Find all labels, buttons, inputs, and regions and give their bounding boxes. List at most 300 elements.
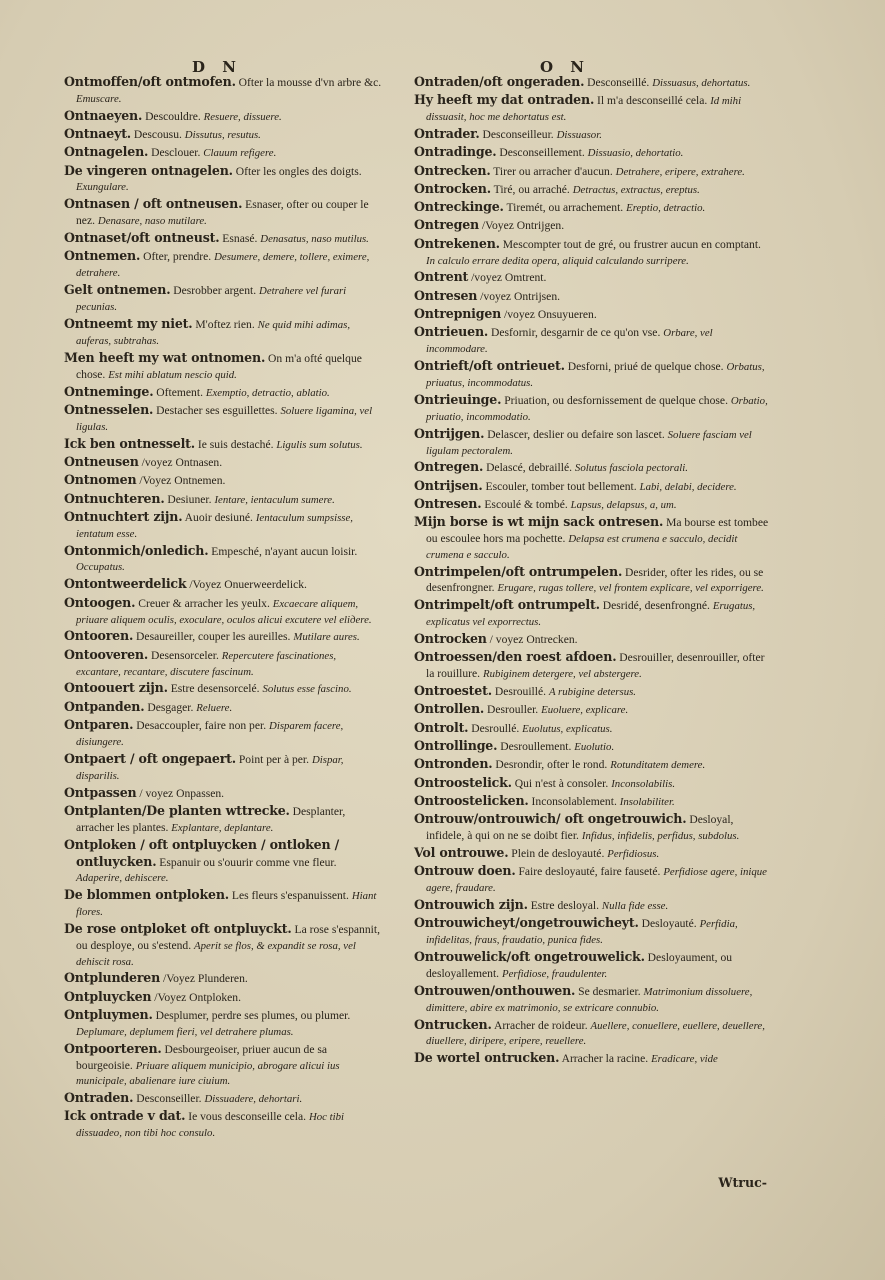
- dictionary-entry: [414, 199, 770, 216]
- french-gloss: /Voyez Plunderen.: [162, 972, 248, 986]
- latin-gloss: Auellere, conuellere, euellere, deuellere, diuellere, diripere, eripere, reuellere.: [426, 1019, 765, 1048]
- dictionary-entry: [64, 1090, 382, 1107]
- dictionary-entry: [414, 324, 770, 356]
- dictionary-entry: [414, 756, 770, 773]
- dictionary-entry: [64, 785, 382, 802]
- latin-gloss: Nulla fide esse.: [601, 899, 669, 912]
- french-gloss: Arracher de roideur.: [493, 1018, 588, 1032]
- dictionary-entry: [64, 751, 382, 783]
- dictionary-entry: [414, 392, 770, 424]
- french-gloss: Desrouiller, desenrouiller, ofter la rouillure.: [426, 651, 765, 681]
- latin-gloss: Soluere fasciam vel ligulam pectoralem.: [426, 428, 752, 457]
- french-gloss: /voyez Ontrijsen.: [480, 289, 561, 303]
- dictionary-entry: [414, 514, 770, 562]
- right-column: [414, 74, 770, 1069]
- dictionary-entry: [414, 92, 770, 124]
- headword: De wortel ontrucken.: [414, 1050, 560, 1066]
- french-gloss: Descousu.: [133, 128, 182, 142]
- french-gloss: Desroullement.: [500, 740, 572, 754]
- headword: Ontrecken.: [414, 162, 491, 178]
- latin-gloss: Occupatus.: [76, 561, 125, 574]
- headword: Ontnesselen.: [64, 401, 154, 417]
- dictionary-entry: [414, 358, 770, 390]
- headword: Ontplanten/De planten wttrecke.: [64, 802, 290, 818]
- latin-gloss: Denasare, naso mutilare.: [97, 215, 207, 228]
- headword: Hy heeft my dat ontraden.: [414, 92, 595, 108]
- french-gloss: M'oftez rien.: [195, 318, 255, 332]
- headword: Ontrouw doen.: [414, 863, 516, 879]
- dictionary-entry: [64, 108, 382, 125]
- headword: Ontnemen.: [64, 248, 141, 264]
- latin-gloss: Explantare, deplantare.: [171, 821, 274, 834]
- headword: Mijn borse is wt mijn sack ontresen.: [414, 514, 664, 530]
- headword: Ontnuchtert zijn.: [64, 508, 183, 524]
- dictionary-entry: [414, 897, 770, 914]
- french-gloss: Desplanter, arracher les plantes.: [76, 804, 346, 834]
- headword: Ontrieuinge.: [414, 391, 502, 407]
- headword: Ontnaeyt.: [64, 126, 131, 142]
- french-gloss: Desplumer, perdre ses plumes, ou plumer.: [155, 1009, 351, 1022]
- latin-gloss: Inconsolabilis.: [611, 777, 676, 790]
- dictionary-entry: [414, 269, 770, 286]
- french-gloss: La rose s'espannit, ou desployе, ou s'estend.: [76, 923, 380, 953]
- latin-gloss: Erugatus, explicatus vel exporrectus.: [426, 600, 756, 629]
- dictionary-entry: [64, 921, 382, 969]
- french-gloss: Empesché, n'ayant aucun loisir.: [211, 544, 358, 558]
- dictionary-entry: [64, 509, 382, 541]
- headword: Ontparen.: [64, 717, 134, 733]
- headword: Ontrieft/oft ontrieuet.: [414, 358, 565, 374]
- french-gloss: Ofter la mousse d'vn arbre &c.: [238, 76, 382, 89]
- latin-gloss: Reluere.: [196, 701, 233, 714]
- latin-gloss: Orbatio, priuatio, incommodatio.: [426, 394, 768, 423]
- headword: Ontneusen: [64, 453, 139, 469]
- latin-gloss: Soluere ligamina, vel ligulas.: [76, 404, 373, 433]
- latin-gloss: Perfidiose agere, inique agere, fraudare.: [426, 866, 767, 895]
- latin-gloss: Adaperire, dehiscere.: [76, 872, 169, 885]
- french-gloss: Mescompter tout de gré, ou frustrer aucun en comptant.: [502, 237, 761, 251]
- headword: Ontpassen: [64, 784, 137, 800]
- headword: Ontroostelick.: [414, 774, 512, 790]
- dictionary-entry: [64, 1041, 382, 1089]
- dictionary-entry: [64, 282, 382, 314]
- french-gloss: Desaccoupler, faire non per.: [136, 719, 267, 733]
- latin-gloss: Emuscare.: [76, 92, 122, 105]
- french-gloss: Creuer & arracher les yeulx.: [138, 596, 270, 610]
- dictionary-entry: [64, 454, 382, 471]
- headword: Ontrieuen.: [414, 324, 489, 340]
- headword: Men heeft my wat ontnomen.: [64, 349, 266, 365]
- french-gloss: Desroullé.: [471, 721, 520, 735]
- dictionary-entry: [64, 837, 382, 886]
- dictionary-entry: [414, 720, 770, 737]
- french-gloss: Desclouer.: [151, 146, 201, 160]
- headword: Ontrouw/ontrouwich/ oft ongetrouwich.: [414, 811, 687, 827]
- dictionary-entry: [64, 126, 382, 143]
- headword: Ontregen: [414, 217, 479, 233]
- latin-gloss: Delapsa est crumena e sacculo, decidit crumena e sacculo.: [426, 533, 738, 561]
- latin-gloss: Eradicare, vide: [651, 1053, 718, 1066]
- dictionary-entry: [64, 163, 382, 195]
- headword: Ontnagelen.: [64, 144, 149, 160]
- headword: Ontrucken.: [414, 1016, 492, 1032]
- dictionary-entry: [414, 845, 770, 862]
- french-gloss: Desloyaument, ou desloyallement.: [426, 951, 733, 980]
- dictionary-entry: [64, 316, 382, 348]
- headword: Ontroessen/den roest afdoen.: [414, 649, 617, 665]
- latin-gloss: Lapsus, delapsus, a, um.: [570, 498, 677, 511]
- dictionary-entry: [414, 126, 770, 143]
- latin-gloss: Detrahere vel furari pecunias.: [76, 285, 347, 314]
- headword: Ontnasen / oft ontneusen.: [64, 196, 243, 212]
- french-gloss: /Voyez Ontploken.: [154, 990, 242, 1004]
- dictionary-entry: [64, 699, 382, 716]
- dictionary-entry: [414, 144, 770, 161]
- latin-gloss: Erugare, rugas tollere, vel frontem explicare, vel exporrigere.: [497, 582, 764, 595]
- latin-gloss: Perfidia, infidelitas, fraus, fraudatio, punica fides.: [426, 918, 738, 947]
- french-gloss: Auoir desiuné.: [184, 510, 253, 524]
- french-gloss: Desrobber argent.: [173, 284, 257, 298]
- catchword: Wtruc-: [718, 1175, 767, 1190]
- latin-gloss: Desumere, demere, tollere, eximere, detrahere.: [76, 251, 370, 280]
- headword: Ontrouwicheyt/ongetrouwicheyt.: [414, 915, 639, 931]
- headword: Ontradinge.: [414, 144, 497, 160]
- latin-gloss: Ligulis sum solutus.: [276, 438, 363, 451]
- french-gloss: Espanuir ou s'ouurir comme vne fleur.: [159, 855, 337, 869]
- french-gloss: / voyez Onpassen.: [139, 786, 225, 800]
- dictionary-entry: [414, 306, 770, 323]
- headword: Ontrijgen.: [414, 425, 485, 441]
- headword: Ontpaert / oft ongepaert.: [64, 750, 236, 766]
- headword: Ontoogen.: [64, 594, 136, 610]
- latin-gloss: Deplumare, deplumem fieri, vel detrahere plumas.: [76, 1025, 294, 1038]
- latin-gloss: Matrimonium dissoluere, dimittere, abire ex matrimonio, se extricare connubio.: [426, 985, 753, 1014]
- dictionary-entry: [414, 949, 770, 981]
- dictionary-entry: [414, 426, 770, 458]
- french-gloss: Point per à per.: [238, 752, 310, 766]
- dictionary-entry: [414, 701, 770, 718]
- latin-gloss: Priuare aliquem municipio, abrogare alicui ius municipale, abalienare iure ciuium.: [76, 1059, 340, 1088]
- headword: Ontroestet.: [414, 683, 492, 699]
- headword: De blommen ontploken.: [64, 887, 229, 903]
- dictionary-entry: [414, 1017, 770, 1049]
- french-gloss: /voyez Omtrent.: [471, 271, 547, 285]
- french-gloss: Desbourgeoiser, priuer aucun de sa bourgeoisie.: [76, 1042, 328, 1072]
- latin-gloss: Dissuadere, dehortari.: [204, 1093, 303, 1106]
- dictionary-entry: [64, 384, 382, 401]
- headword: Ontnomen: [64, 472, 137, 488]
- latin-gloss: Ientare, ientaculum sumere.: [214, 493, 335, 506]
- dictionary-entry: [414, 564, 770, 596]
- french-gloss: Desridé, desenfrongné.: [602, 599, 710, 613]
- dictionary-entry: [64, 803, 382, 835]
- french-gloss: Delascé, debraillé.: [486, 461, 573, 475]
- dictionary-entry: [64, 1108, 382, 1140]
- dictionary-entry: [414, 983, 770, 1015]
- latin-gloss: Infidus, infidelis, perfidus, subdolus.: [581, 829, 740, 842]
- french-gloss: Estre desloyal.: [530, 898, 599, 912]
- latin-gloss: Euoluere, explicare.: [541, 704, 629, 717]
- french-gloss: Desrouller.: [487, 703, 539, 717]
- latin-gloss: Est mihi ablatum nescio quid.: [108, 368, 237, 381]
- french-gloss: Desfornir, desgarnir de ce qu'on vse.: [491, 326, 661, 340]
- french-gloss: Qui n'est à consoler.: [514, 776, 609, 790]
- dictionary-entry: [64, 576, 382, 593]
- french-gloss: Arracher la racine.: [561, 1052, 649, 1066]
- latin-gloss: Hoc tibi dissuadeo, non tibi hoc consulo.: [76, 1111, 345, 1140]
- french-gloss: Se desmarier.: [578, 984, 641, 998]
- french-gloss: Escouler, tomber tout bellement.: [485, 479, 637, 493]
- latin-gloss: Ereptio, detractio.: [626, 202, 706, 215]
- french-gloss: Ma bourse est tombee ou escoulee hors ma pochette.: [426, 516, 769, 546]
- latin-gloss: Perfidiose, fraudulenter.: [502, 967, 608, 980]
- headword: Ontrollen.: [414, 701, 485, 717]
- french-gloss: Ofter les ongles des doigts.: [235, 164, 362, 178]
- headword: Ontpoorteren.: [64, 1040, 162, 1056]
- latin-gloss: Denasatus, naso mutilus.: [260, 233, 369, 246]
- latin-gloss: A rubigine detersus.: [548, 686, 637, 699]
- headword: Ontooveren.: [64, 646, 149, 662]
- french-gloss: / voyez Ontrecken.: [489, 633, 578, 647]
- headword: Ontrepnigen: [414, 305, 502, 321]
- latin-gloss: Disparem facere, disiungere.: [76, 720, 344, 748]
- french-gloss: Estre desensorcelé.: [170, 682, 260, 696]
- latin-gloss: Dissuasor.: [556, 129, 602, 142]
- dictionary-entry: [64, 491, 382, 508]
- french-gloss: Desensorceler.: [150, 648, 219, 662]
- dictionary-entry: [64, 628, 382, 645]
- dictionary-entry: [414, 236, 770, 268]
- dictionary-entry: [414, 288, 770, 305]
- headword: Ontregen.: [414, 459, 484, 475]
- headword: Ontrocken: [414, 631, 487, 647]
- dictionary-entry: [414, 863, 770, 895]
- dictionary-entry: [414, 775, 770, 792]
- latin-gloss: Ne quid mihi adimas, auferas, subtrahas.: [76, 319, 351, 347]
- headword: Ontrocken.: [414, 180, 491, 196]
- french-gloss: Desrider, ofter les rides, ou se desenfrongner.: [426, 565, 764, 595]
- headword: De vingeren ontnagelen.: [64, 162, 233, 178]
- headword: Ick ben ontnesselt.: [64, 435, 195, 451]
- dictionary-entry: [414, 811, 770, 843]
- dictionary-entry: [64, 680, 382, 697]
- headword: Ontonmich/onledich.: [64, 542, 209, 558]
- french-gloss: Ie vous desconseille cela.: [188, 1110, 307, 1124]
- dictionary-entry: [64, 350, 382, 382]
- french-gloss: Destacher ses esguillettes.: [156, 403, 278, 417]
- dictionary-entry: [414, 1050, 770, 1067]
- dictionary-entry: [64, 248, 382, 280]
- french-gloss: Ofter, prendre.: [143, 250, 212, 264]
- headword: Ontooren.: [64, 628, 134, 644]
- latin-gloss: Mutilare aures.: [293, 631, 360, 644]
- latin-gloss: Exungulare.: [76, 181, 129, 194]
- latin-gloss: Excaecare aliquem, priuare aliquem oculis, exoculare, oculos alicui excutere vel eliдere.: [76, 597, 372, 626]
- latin-gloss: Detractus, extractus, ereptus.: [572, 183, 700, 196]
- headword: Ontrollinge.: [414, 738, 498, 754]
- dictionary-entry: [64, 647, 382, 679]
- latin-gloss: Clauum refigere.: [203, 147, 277, 160]
- dictionary-entry: [414, 163, 770, 180]
- headword: Ontnaeyen.: [64, 107, 143, 123]
- latin-gloss: Rubiginem detergere, vel abstergere.: [483, 668, 642, 681]
- latin-gloss: Ientaculum sumpsisse, ientatum esse.: [76, 511, 353, 540]
- headword: Ontrijsen.: [414, 477, 483, 493]
- french-gloss: Esnaser, ofter ou couper le nez.: [76, 198, 369, 228]
- headword: Ontrouwelick/oft ongetrouwelick.: [414, 949, 645, 964]
- french-gloss: Ie suis destaché.: [197, 437, 274, 451]
- latin-gloss: Insolabiliter.: [619, 795, 675, 808]
- french-gloss: Desforni, priué de quelque chose.: [567, 360, 724, 374]
- latin-gloss: Euolutus, explicatus.: [522, 722, 613, 735]
- dictionary-entry: [414, 738, 770, 755]
- headword: Ontrimpelen/oft ontrumpelen.: [414, 563, 623, 579]
- latin-gloss: Exemptio, detractio, ablatio.: [205, 386, 330, 399]
- french-gloss: Plein de desloyauté.: [511, 846, 605, 860]
- headword: Vol ontrouwe.: [414, 844, 509, 860]
- headword: Ontresen: [414, 287, 478, 303]
- headword: Ontplunderen: [64, 970, 161, 986]
- headword: Ontronden.: [414, 756, 493, 772]
- french-gloss: Tiré, ou arraché.: [493, 182, 570, 196]
- headword: Ick ontrade v dat.: [64, 1108, 186, 1124]
- headword: Ontreckinge.: [414, 199, 504, 215]
- dictionary-entry: [64, 472, 382, 489]
- french-gloss: Oftement.: [156, 385, 203, 399]
- latin-gloss: Repercutere fascinationes, excantare, recantare, discutere fascinum.: [76, 649, 337, 678]
- dictionary-entry: [64, 989, 382, 1006]
- dictionary-entry: [64, 144, 382, 161]
- french-gloss: On m'a ofté quelque chose.: [76, 351, 362, 381]
- left-column: [64, 74, 382, 1142]
- latin-gloss: Dispar, disparilis.: [76, 753, 344, 782]
- dictionary-entry: [414, 478, 770, 495]
- headword: Ontrekenen.: [414, 235, 500, 251]
- dictionary-entry: [414, 459, 770, 476]
- dictionary-entry: [414, 649, 770, 681]
- french-gloss: Desconseiller.: [136, 1092, 202, 1106]
- dictionary-entry: [64, 402, 382, 434]
- dictionary-entry: [414, 74, 770, 91]
- latin-gloss: Solutus esse fascino.: [262, 683, 352, 696]
- french-gloss: Tirer ou arracher d'aucun.: [493, 164, 613, 178]
- french-gloss: Il m'a desconseillé cela.: [597, 94, 708, 108]
- dictionary-entry: [64, 1007, 382, 1039]
- french-gloss: Desconseilleur.: [482, 128, 554, 142]
- headword: Ontraden.: [64, 1090, 134, 1106]
- headword: Ontrader.: [414, 126, 480, 142]
- latin-gloss: Detrahere, eripere, extrahere.: [615, 165, 745, 178]
- latin-gloss: Orbatus, priuatus, incommodatus.: [426, 361, 765, 389]
- dictionary-entry: [64, 970, 382, 987]
- latin-gloss: Rotunditatem demere.: [610, 759, 706, 772]
- latin-gloss: Hiant flores.: [76, 890, 377, 919]
- latin-gloss: Id mihi dissuasit, hoc me dehortatus est.: [426, 95, 742, 124]
- dictionary-entry: [64, 717, 382, 749]
- running-head-left: D N: [192, 58, 242, 76]
- latin-gloss: Solutus fasciola pectorali.: [574, 462, 688, 475]
- french-gloss: Inconsolablement.: [531, 794, 617, 808]
- dictionary-entry: [414, 915, 770, 947]
- headword: Ontroostelicken.: [414, 792, 529, 808]
- dictionary-entry: [64, 230, 382, 247]
- dictionary-entry: [414, 683, 770, 700]
- headword: Ontnuchteren.: [64, 490, 165, 506]
- latin-gloss: Euolutio.: [574, 741, 615, 754]
- dictionary-entry: [64, 543, 382, 575]
- dictionary-entry: [64, 887, 382, 919]
- headword: Ontploken / oft ontpluycken / ontloken / ontluycken.: [64, 836, 340, 869]
- headword: Ontrolt.: [414, 719, 469, 735]
- latin-gloss: Dissuasio, dehortatio.: [587, 147, 684, 160]
- french-gloss: Desiuner.: [167, 492, 212, 506]
- latin-gloss: Orbare, vel incommodare.: [426, 327, 713, 356]
- headword: Ontneemt my niet.: [64, 316, 193, 332]
- french-gloss: Priuation, ou desfornissement de quelque chose.: [504, 393, 728, 407]
- latin-gloss: Dissuasus, dehortatus.: [652, 77, 751, 89]
- headword: Ontraden/oft ongeraden.: [414, 74, 585, 89]
- headword: Ontneminge.: [64, 383, 154, 399]
- french-gloss: Desrondir, ofter le rond.: [495, 758, 608, 772]
- french-gloss: Descouldre.: [145, 109, 201, 123]
- latin-gloss: Labi, delabi, decidere.: [639, 480, 737, 493]
- latin-gloss: Aperit se flos, & expandit se rosa, vel dehiscit rosa.: [76, 940, 356, 968]
- running-head-right: O N: [540, 58, 590, 76]
- french-gloss: Escoulé & tombé.: [484, 497, 568, 511]
- dictionary-entry: [64, 436, 382, 453]
- french-gloss: Desrouillé.: [494, 685, 547, 699]
- headword: Ontrouwich zijn.: [414, 896, 528, 912]
- dictionary-entry: [414, 181, 770, 198]
- headword: Ontnaset/oft ontneust.: [64, 230, 220, 246]
- french-gloss: Desloyauté.: [641, 917, 697, 931]
- french-gloss: Desaureiller, couper les aureilles.: [136, 630, 291, 644]
- dictionary-entry: [64, 196, 382, 228]
- headword: Ontpanden.: [64, 698, 145, 714]
- french-gloss: /Voyez Ontnemen.: [139, 474, 226, 488]
- dictionary-entry: [414, 793, 770, 810]
- french-gloss: Esnasé.: [222, 232, 258, 246]
- latin-gloss: In calculo errare dedita opera, aliquid calculando surripere.: [426, 254, 689, 267]
- dictionary-entry: [414, 631, 770, 648]
- french-gloss: Desgager.: [147, 700, 194, 714]
- french-gloss: Faire desloyauté, faire fauseté.: [518, 865, 661, 879]
- dictionary-entry: [414, 597, 770, 629]
- headword: Ontrouwen/onthouwen.: [414, 982, 576, 998]
- french-gloss: /voyez Ontnasen.: [141, 455, 223, 469]
- french-gloss: /Voyez Onuerweerdelick.: [189, 578, 307, 592]
- latin-gloss: Resuere, dissuere.: [203, 110, 282, 123]
- headword: Ontontweerdelick: [64, 576, 187, 592]
- french-gloss: /Voyez Ontrijgen.: [481, 219, 565, 233]
- french-gloss: Desconseillé.: [587, 76, 650, 89]
- dictionary-entry: [64, 595, 382, 627]
- latin-gloss: Dissutus, resutus.: [184, 129, 261, 142]
- french-gloss: Desloyal, infidele, à qui on ne se doibt fier.: [426, 813, 734, 842]
- french-gloss: Delascer, deslier ou defaire son lascet.: [487, 427, 665, 441]
- headword: Gelt ontnemen.: [64, 282, 171, 298]
- french-gloss: Tiremét, ou arrachement.: [506, 201, 624, 215]
- headword: Ontmoffen/oft ontmofen.: [64, 74, 236, 89]
- dictionary-entry: [64, 74, 382, 106]
- headword: Ontresen.: [414, 495, 482, 511]
- french-gloss: Desconseillement.: [499, 146, 585, 160]
- headword: Ontpluymen.: [64, 1007, 153, 1022]
- dictionary-entry: [414, 496, 770, 513]
- dictionary-entry: [414, 217, 770, 234]
- headword: Ontpluycken: [64, 988, 152, 1004]
- french-gloss: Les fleurs s'espanuissent.: [231, 889, 349, 903]
